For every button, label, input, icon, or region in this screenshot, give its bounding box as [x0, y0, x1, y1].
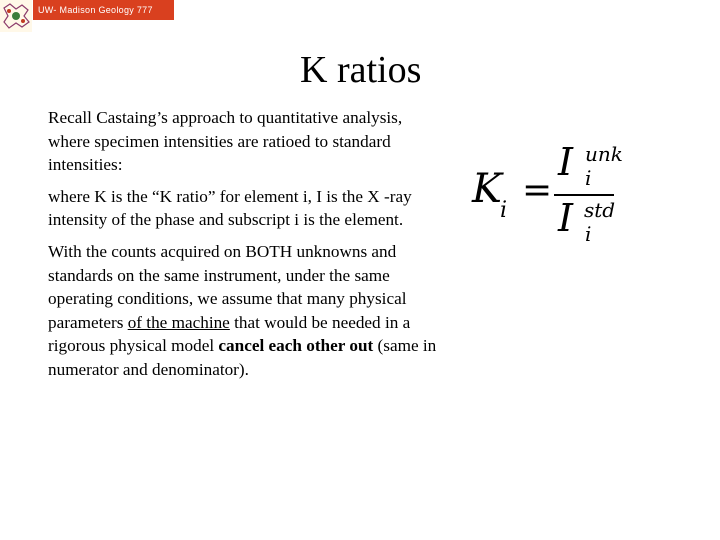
course-banner: UW- Madison Geology 777 — [33, 0, 174, 20]
slide-body — [48, 106, 448, 390]
underlined-phrase: of the machine — [127, 312, 230, 332]
assumption-text-1: With the counts acquired on BOTH unknowns and standards on the same instrument, under the same operating conditions, we assume that many physical parameters — [48, 241, 407, 332]
formula-numerator-subscript: i — [585, 166, 592, 190]
uw-geology-logo-icon — [0, 0, 32, 32]
formula-equals: = — [522, 170, 553, 211]
formula-denominator-subscript: i — [585, 222, 592, 246]
formula-k-subscript: i — [500, 198, 508, 223]
k-ratio-formula — [472, 140, 622, 250]
formula-numerator-i: I — [558, 140, 574, 184]
paragraph-intro: Recall Castaing’s approach to quantitative analysis, where specimen intensities are ratioed to standard intensities: — [48, 108, 403, 175]
assumption-text-3: (same in numerator and denominator). — [48, 336, 437, 379]
formula-k: K — [472, 166, 502, 212]
assumption-text-2: that would be needed in a rigorous physical model — [48, 312, 411, 356]
formula-denominator-superscript: std — [584, 198, 616, 222]
bold-phrase: cancel each other out — [218, 336, 374, 356]
slide-title: K ratios — [300, 49, 422, 91]
paragraph-assumption — [48, 240, 448, 382]
formula-numerator-superscript: unk — [585, 142, 623, 166]
paragraph-definitions: where K is the “K ratio” for element i, I is the X -ray intensity of the phase and subscript i is the element. — [48, 186, 412, 230]
formula-denominator-i: I — [558, 196, 574, 240]
